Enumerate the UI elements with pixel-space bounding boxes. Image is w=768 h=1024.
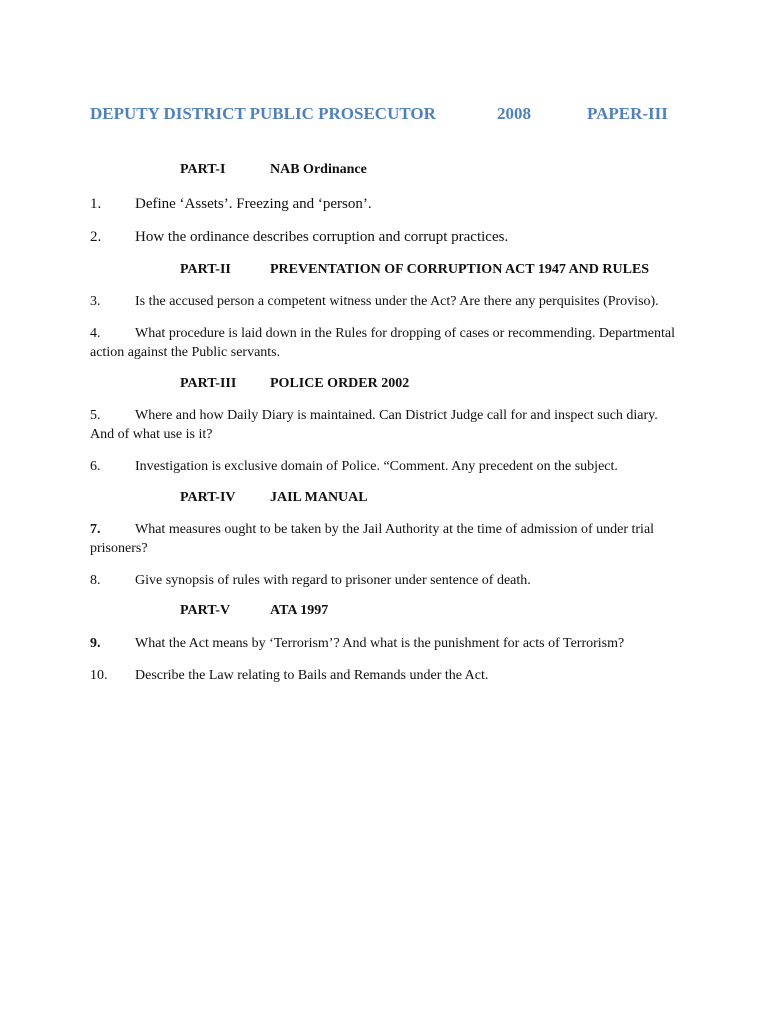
question <box>90 406 680 444</box>
question-number: 8. <box>90 573 101 588</box>
part-subject: JAIL MANUAL <box>270 490 368 505</box>
question-number: 7. <box>90 522 101 537</box>
question <box>90 520 680 558</box>
question <box>90 292 680 311</box>
question-number: 4. <box>90 326 101 341</box>
part-label: PART-III <box>180 376 237 391</box>
question-text: Where and how Daily Diary is maintained. Can District Judge call for and inspect such diary. And of what use is it? <box>90 408 658 442</box>
exam-year: 2008 <box>497 104 531 123</box>
question-number: 1. <box>90 196 102 212</box>
question-text: What measures ought to be taken by the Jail Authority at the time of admission of under trial prisoners? <box>90 522 655 556</box>
question-text: Give synopsis of rules with regard to prisoner under sentence of death. <box>135 573 531 588</box>
question <box>90 457 680 476</box>
paper-header <box>90 104 680 128</box>
question-number: 6. <box>90 459 101 474</box>
question-text: How the ordinance describes corruption and corrupt practices. <box>135 229 509 245</box>
question-text: Describe the Law relating to Bails and Remands under the Act. <box>135 668 489 683</box>
question <box>90 228 680 247</box>
exam-title: DEPUTY DISTRICT PUBLIC PROSECUTOR <box>90 104 436 123</box>
part-subject: NAB Ordinance <box>270 162 367 177</box>
part-subject: ATA 1997 <box>270 603 329 618</box>
question-text: Investigation is exclusive domain of Police. “Comment. Any precedent on the subject. <box>135 459 618 474</box>
question-text: What procedure is laid down in the Rules for dropping of cases or recommending. Departmental action against the Public servants. <box>90 326 676 360</box>
question-text: Is the accused person a competent witness under the Act? Are there any perquisites (Proviso). <box>135 294 659 309</box>
question-number: 10. <box>90 668 108 683</box>
question <box>90 666 680 685</box>
question-text: What the Act means by ‘Terrorism’? And what is the punishment for acts of Terrorism? <box>135 636 625 651</box>
paper-number: PAPER-III <box>587 104 668 123</box>
question <box>90 324 680 362</box>
part-label: PART-IV <box>180 490 236 505</box>
question-number: 5. <box>90 408 101 423</box>
part-label: PART-I <box>180 162 226 177</box>
question-number: 9. <box>90 636 101 651</box>
question-text: Define ‘Assets’. Freezing and ‘person’. <box>135 196 372 212</box>
question-number: 2. <box>90 229 102 245</box>
question <box>90 571 680 590</box>
part-label: PART-V <box>180 603 231 618</box>
question <box>90 634 680 653</box>
part-subject: POLICE ORDER 2002 <box>270 376 410 391</box>
question-number: 3. <box>90 294 101 309</box>
part-label: PART-II <box>180 262 231 277</box>
part-subject: PREVENTATION OF CORRUPTION ACT 1947 AND RULES <box>270 262 650 277</box>
question <box>90 195 680 214</box>
